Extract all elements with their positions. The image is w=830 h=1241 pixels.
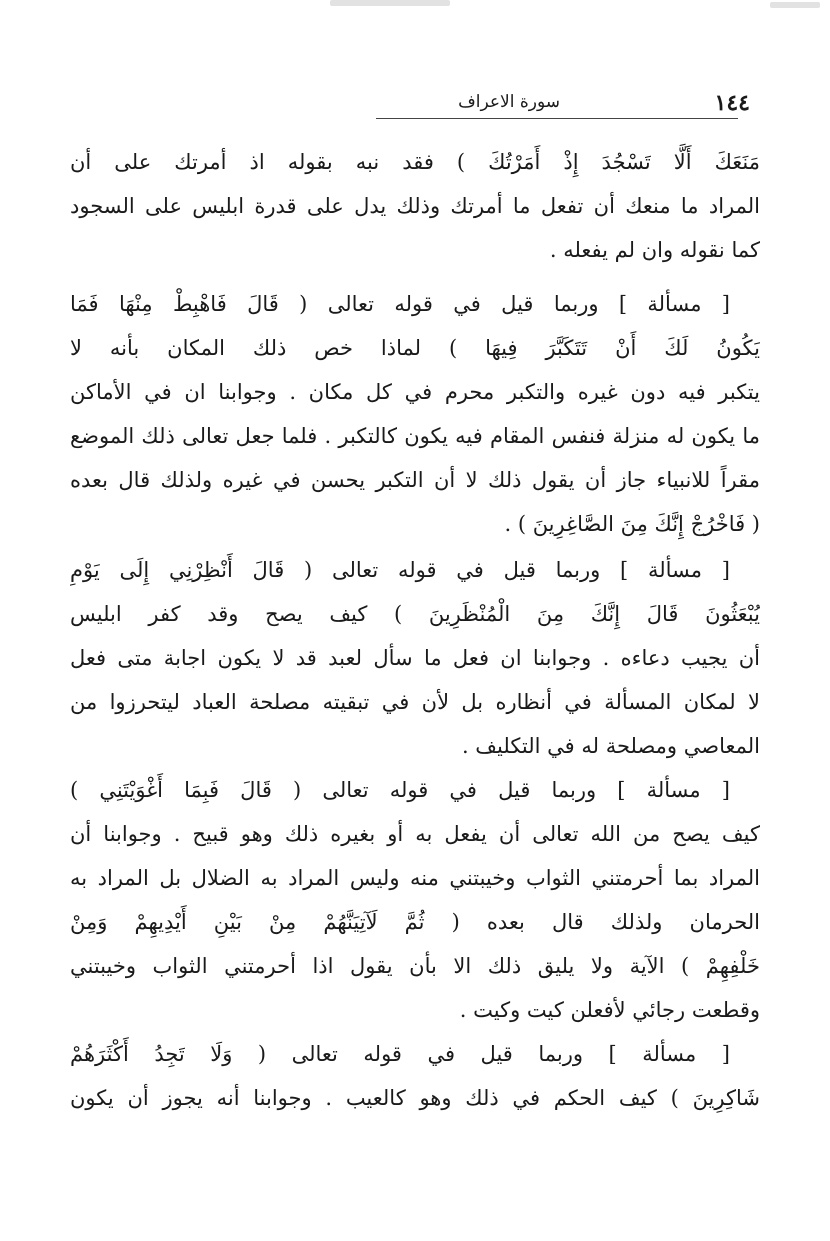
text-line: مقراً للانبياء جاز أن يقول ذلك لا أن التكبر يحسن في غيره ولذلك قال بعده bbox=[70, 468, 760, 492]
page-number: ١٤٤ bbox=[714, 90, 750, 116]
text-line: يُبْعَثُونَ قَالَ إِنَّكَ مِنَ الْمُنْظَرِينَ ) كيف يصح وقد كفر ابليس bbox=[70, 602, 760, 626]
text-line: أن يجيب دعاءه . وجوابنا ان فعل ما سأل لعبد قد لا يكون اجابة متى فعل bbox=[70, 646, 760, 670]
text-line: يتكبر فيه دون غيره والتكبر محرم في كل مكان . وجوابنا ان في الأماكن bbox=[70, 380, 760, 404]
text-line: المراد بما أحرمتني الثواب وخيبتني منه وليس المراد به الضلال بل المراد به bbox=[70, 866, 760, 890]
text-line: وقطعت رجائي لأفعلن كيت وكيت . bbox=[459, 998, 760, 1022]
text-line: ما يكون له منزلة فنفس المقام فيه يكون كالتكبر . فلما جعل تعالى ذلك الموضع bbox=[70, 424, 760, 448]
text-line: المراد ما منعك أن تفعل ما أمرتك وذلك يدل على قدرة ابليس على السجود bbox=[70, 194, 760, 218]
paragraph-1 bbox=[70, 140, 760, 272]
issue-heading-line: [ مسألة ] وربما قيل في قوله تعالى ( قَالَ أَنْظِرْنِي إِلَى يَوْمِ bbox=[70, 558, 730, 582]
text-line: المعاصي ومصلحة له في التكليف . bbox=[461, 734, 760, 758]
issue-heading-line: [ مسألة ] وربما قيل في قوله تعالى ( قَالَ فَبِمَا أَغْوَيْتَنِي ) bbox=[70, 778, 730, 802]
scan-artifact bbox=[330, 0, 450, 6]
paragraph-3 bbox=[70, 548, 760, 768]
text-line: مَنَعَكَ أَلَّا تَسْجُدَ إِذْ أَمَرْتُكَ ) فقد نبه بقوله اذ أمرتك على أن bbox=[70, 150, 760, 174]
paragraph-5 bbox=[70, 1032, 760, 1120]
header-divider bbox=[376, 118, 738, 119]
text-line: يَكُونُ لَكَ أَنْ تَتَكَبَّرَ فِيهَا ) لماذا خص ذلك المكان بأنه لا bbox=[70, 336, 760, 360]
issue-heading-line: [ مسألة ] وربما قيل في قوله تعالى ( وَلَا تَجِدُ أَكْثَرَهُمْ bbox=[70, 1042, 730, 1066]
text-line: شَاكِرِينَ ) كيف الحكم في ذلك وهو كالعيب . وجوابنا أنه يجوز أن يكون bbox=[70, 1086, 760, 1110]
text-line: خَلْفِهِمْ ) الآية ولا يليق ذلك الا بأن يقول اذا أحرمتني الثواب وخيبتني bbox=[70, 954, 760, 978]
scan-artifact bbox=[770, 2, 820, 8]
text-line: ( فَاخْرُجْ إِنَّكَ مِنَ الصَّاغِرِينَ ) . bbox=[504, 512, 760, 536]
issue-heading-line: [ مسألة ] وربما قيل في قوله تعالى ( قَالَ فَاهْبِطْ مِنْهَا فَمَا bbox=[70, 292, 730, 316]
text-line: كما نقوله وان لم يفعله . bbox=[549, 238, 760, 262]
text-line: كيف يصح من الله تعالى أن يفعل به أو بغيره ذلك وهو قبيح . وجوابنا أن bbox=[70, 822, 760, 846]
paragraph-4 bbox=[70, 768, 760, 1032]
surah-title: سورة الاعراف bbox=[458, 92, 560, 112]
text-line: الحرمان ولذلك قال بعده ( ثُمَّ لَآتِيَنَّهُمْ مِنْ بَيْنِ أَيْدِيهِمْ وَمِنْ bbox=[70, 910, 760, 934]
page-header bbox=[370, 90, 790, 114]
paragraph-2 bbox=[70, 282, 760, 546]
text-line: لا لمكان المسألة في أنظاره بل لأن في تبقيته مصلحة العباد ليتحرزوا من bbox=[70, 690, 760, 714]
